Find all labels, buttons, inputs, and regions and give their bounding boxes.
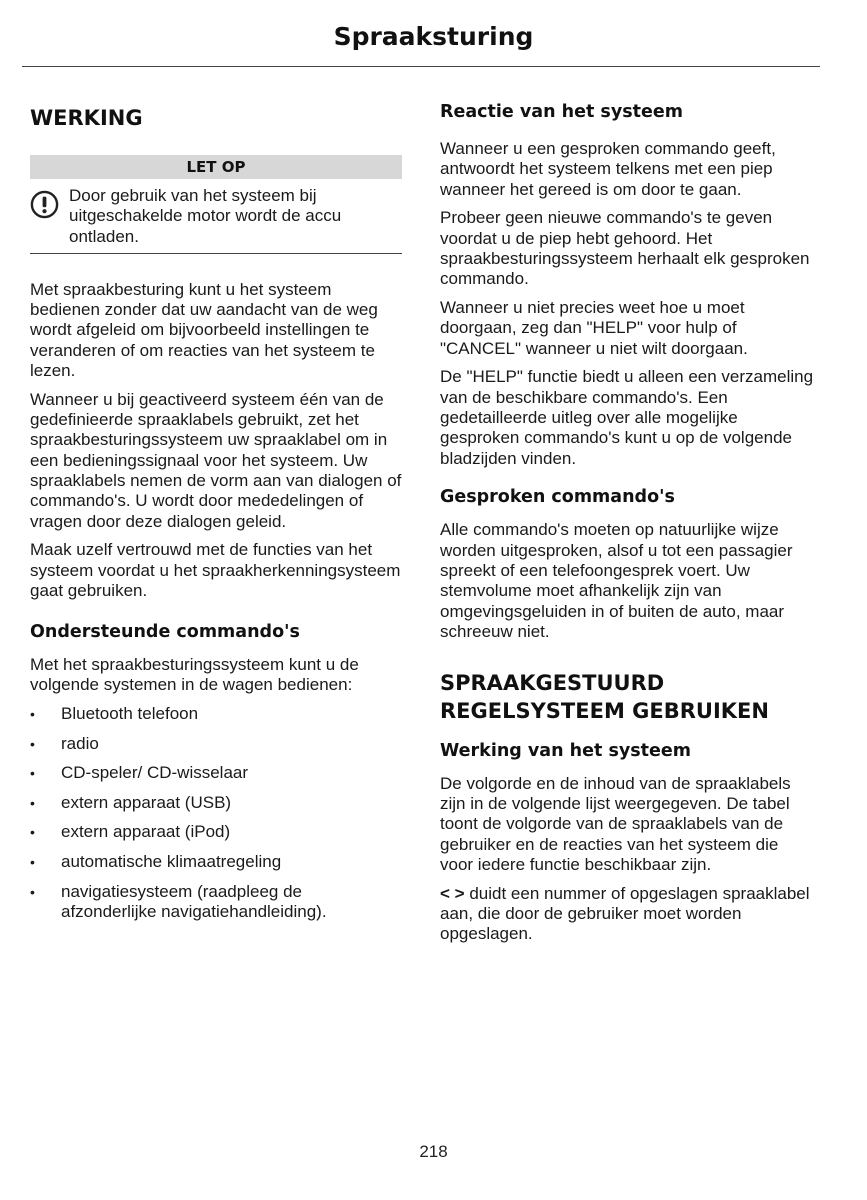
heading-supported-commands: Ondersteunde commando's — [30, 621, 300, 642]
list-item — [30, 734, 402, 754]
bullet-mark: • — [30, 705, 35, 722]
section-heading-line-2: REGELSYSTEEM GEBRUIKEN — [440, 698, 769, 723]
paragraph-intro: Met spraakbesturing kunt u het systeem bedienen zonder dat uw aandacht van de weg wordt afgeleid om bijvoorbeeld instellingen te veranderen of om reacties van het systeem te lezen. — [30, 279, 378, 381]
paragraph-operation: De volgorde en de inhoud van de spraaklabels zijn in de volgende lijst weergegeven. De tabel toont de volgorde van de spraaklabels van de gebruiker en de reacties van het systeem die voor iedere functie beschikbaar zijn. — [440, 773, 791, 874]
placeholder-text: duidt een nummer of opgeslagen spraaklabel aan, die door de gebruiker moet worden opgeslagen. — [440, 883, 810, 944]
heading-system-reaction: Reactie van het systeem — [440, 102, 683, 122]
bullet-mark: • — [30, 765, 35, 782]
paragraph-voice-labels: Wanneer u bij geactiveerd systeem één van de gedefinieerde spraaklabels gebruikt, zet het spraakbesturingssysteem uw spraaklabel om in een bedieningssignaal voor het systeem. Uw spraaklabels nemen de vorm aan van dialogen of commando's. U wordt door mededelingen of vragen door deze dialogen geleid. — [30, 389, 402, 531]
left-column — [30, 100, 402, 931]
list-item-text: navigatiesysteem (raadpleeg de afzonderlijke navigatiehandleiding). — [61, 881, 327, 921]
paragraph-reaction-help: Wanneer u niet precies weet hoe u moet doorgaan, zeg dan "HELP" voor hulp of "CANCEL" wanneer u niet wilt doorgaan. — [440, 298, 748, 358]
right-column — [440, 100, 815, 953]
paragraph-familiarize: Maak uzelf vertrouwd met de functies van het systeem voordat u het spraakherkenningsysteem gaat gebruiken. — [30, 540, 401, 601]
paragraph-supported-intro: Met het spraakbesturingssysteem kunt u de volgende systemen in de wagen bedienen: — [30, 654, 359, 695]
note-text: Door gebruik van het systeem bij uitgeschakelde motor wordt de accu ontladen. — [69, 186, 342, 246]
paragraph-spoken-commands: Alle commando's moeten op natuurlijke wijze worden uitgesproken, alsof u tot een passagier spreekt of een telefoongesprek voert. Uw stemvolume moet afhankelijk zijn van omgevingsgeluiden in of buiten de auto, maar schreeuw niet. — [440, 520, 793, 641]
section-heading-line-1: SPRAAKGESTUURD — [440, 670, 665, 695]
placeholder-symbol: < > — [440, 883, 465, 903]
title-divider — [22, 66, 820, 67]
paragraph-reaction-help-function: De "HELP" functie biedt u alleen een verzameling van de beschikbare commando's. Een gedetailleerde uitleg over alle mogelijke gesproken commando's kunt u op de volgende bladzijden vinden. — [440, 367, 814, 468]
bullet-mark: • — [30, 883, 35, 900]
note-box — [30, 179, 402, 254]
bullet-mark: • — [30, 853, 35, 870]
bullet-mark: • — [30, 735, 35, 752]
list-item-text: extern apparaat (USB) — [61, 792, 232, 812]
list-item-text: radio — [61, 733, 99, 753]
list-item — [30, 852, 402, 872]
note-header: LET OP — [30, 155, 402, 179]
heading-spoken-commands: Gesproken commando's — [440, 487, 675, 508]
paragraph-reaction-beep: Wanneer u een gesproken commando geeft, antwoordt het systeem telkens met een piep wanneer het gereed is om door te gaan. — [440, 139, 776, 199]
list-item-text: CD-speler/ CD-wisselaar — [61, 763, 249, 783]
list-item-text: automatische klimaatregeling — [61, 851, 282, 871]
paragraph-placeholder — [440, 884, 815, 945]
page-number: 218 — [419, 1142, 448, 1161]
bullet-mark: • — [30, 824, 35, 841]
list-item-text: Bluetooth telefoon — [61, 703, 199, 723]
list-item-text: extern apparaat (iPod) — [61, 822, 231, 842]
list-item — [30, 882, 402, 923]
list-item — [30, 763, 402, 783]
heading-system-operation: Werking van het systeem — [440, 740, 692, 761]
list-item — [30, 793, 402, 813]
supported-systems-list — [30, 704, 402, 922]
section-heading-voice-control — [440, 669, 815, 725]
bullet-mark: • — [30, 794, 35, 811]
page-title: Spraaksturing — [333, 22, 534, 51]
section-heading-werking: WERKING — [30, 106, 143, 130]
list-item — [30, 704, 402, 724]
warning-icon — [30, 190, 59, 219]
list-item — [30, 822, 402, 842]
paragraph-reaction-wait: Probeer geen nieuwe commando's te geven voordat u de piep hebt gehoord. Het spraakbesturingssysteem herhaalt elk gesproken commando. — [440, 208, 810, 289]
